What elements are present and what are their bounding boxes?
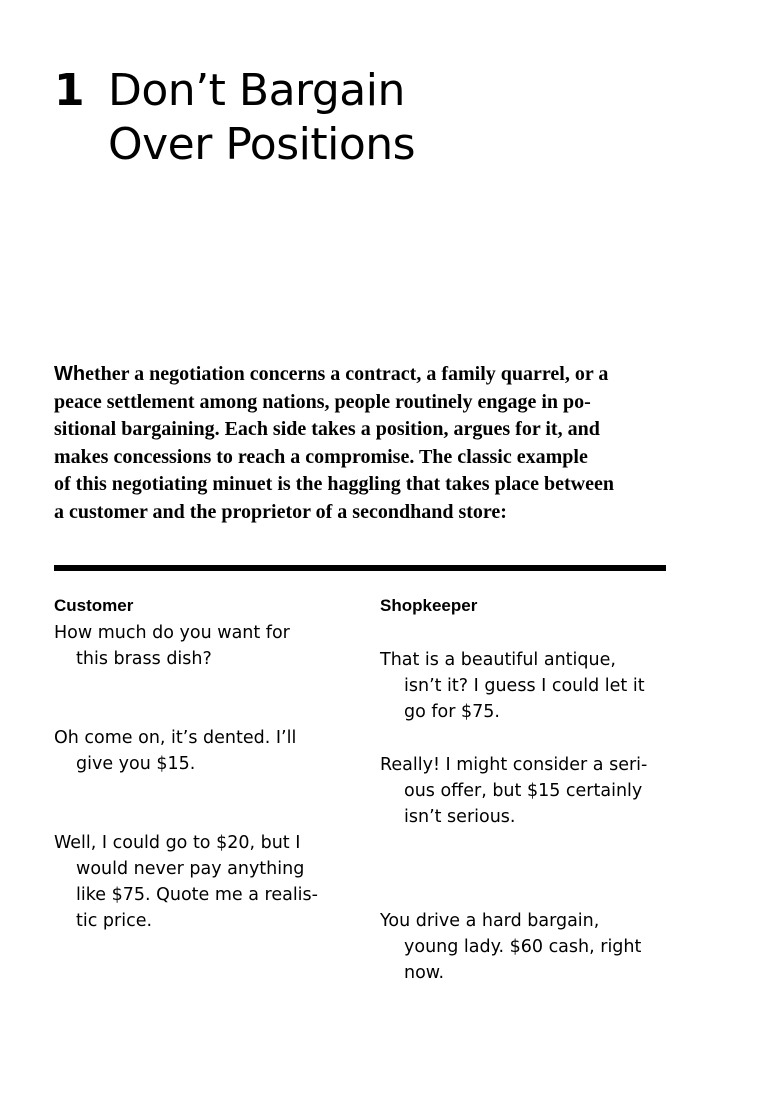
shopkeeper-line: You drive a hard bargain, <box>380 911 600 931</box>
intro-line: a customer and the proprietor of a secondhand store: <box>54 500 507 523</box>
shopkeeper-line: young lady. $60 cash, right <box>404 937 642 957</box>
customer-line: this brass dish? <box>76 649 212 669</box>
intro-line <box>54 361 666 389</box>
intro-line: peace settlement among nations, people routinely engage in po- <box>54 390 591 413</box>
chapter-title-line: Over Positions <box>108 119 416 170</box>
customer-line: would never pay anything <box>76 859 305 879</box>
customer-line: Well, I could go to $20, but I <box>54 833 301 853</box>
section-divider <box>54 565 666 571</box>
shopkeeper-line: now. <box>404 963 445 983</box>
intro-line: of this negotiating minuet is the haggling that takes place between <box>54 473 614 495</box>
shopkeeper-line: isn’t it? I guess I could let it <box>404 676 645 696</box>
intro-line: sitional bargaining. Each side takes a position, argues for it, and <box>54 418 600 440</box>
shopkeeper-line: go for $75. <box>404 702 500 722</box>
chapter-title <box>108 64 415 172</box>
intro-lead: Wh <box>54 363 86 385</box>
intro-paragraph <box>54 361 666 526</box>
chapter-number: 1 <box>54 65 85 116</box>
customer-line: Oh come on, it’s dented. I’ll <box>54 728 297 748</box>
customer-line: like $75. Quote me a realis- <box>76 885 318 905</box>
chapter-title-line: Don’t Bargain <box>108 65 405 116</box>
shopkeeper-line: Really! I might consider a seri- <box>380 755 648 775</box>
customer-line: tic price. <box>76 911 153 931</box>
customer-line: give you $15. <box>76 754 196 774</box>
customer-heading: Customer <box>54 596 134 615</box>
shopkeeper-line: That is a beautiful antique, <box>380 650 616 670</box>
customer-line: How much do you want for <box>54 623 290 643</box>
intro-line: makes concessions to reach a compromise. The classic example <box>54 445 588 468</box>
shopkeeper-line: isn’t serious. <box>404 807 516 827</box>
shopkeeper-heading: Shopkeeper <box>380 596 478 615</box>
shopkeeper-line: ous offer, but $15 certainly <box>404 781 643 801</box>
intro-first-line-rest: ether a negotiation concerns a contract, a family quarrel, or a <box>85 363 609 385</box>
